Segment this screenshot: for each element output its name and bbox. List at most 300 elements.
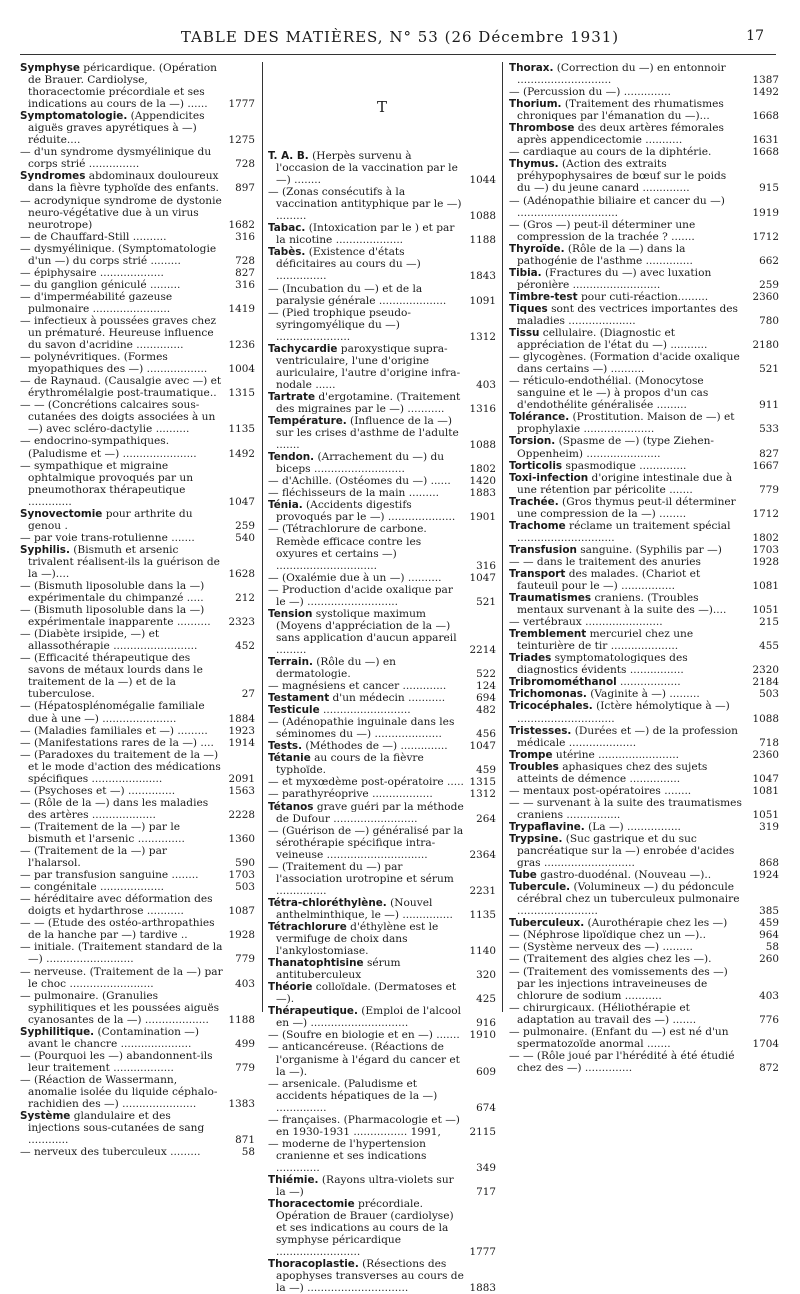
- entry-page-number: 2323: [228, 616, 255, 629]
- entry-page-number: 58: [765, 941, 779, 954]
- entry-term: Triades: [509, 652, 552, 665]
- entry-page-number: 1051: [752, 604, 779, 617]
- index-entry: [509, 616, 779, 628]
- index-entry: [509, 953, 779, 965]
- entry-page-number: 58: [241, 1146, 255, 1159]
- entry-page-number: 1316: [469, 402, 496, 415]
- entry-text: (Gros thymus peut-il déterminer une compression de la —) ........: [517, 495, 736, 520]
- entry-text: (Accidents digestifs provoqués par le —) ....................: [276, 499, 456, 524]
- index-entry: [509, 86, 779, 98]
- entry-text: — (Réaction de Wassermann, anomalie isolée du liquide céphalo-rachidien des —) ......................: [20, 1073, 218, 1111]
- entry-page-number: 533: [759, 423, 779, 436]
- index-entry: [268, 716, 496, 740]
- entry-term: Tribromométhanol: [509, 676, 617, 689]
- entry-page-number: 1492: [752, 86, 779, 99]
- entry-text: — (Pourquoi les —) abandonnent-ils leur traitement ..................: [20, 1049, 213, 1074]
- entry-text: glandulaire et des injections sous-cutanées de sang ............: [28, 1110, 205, 1147]
- index-entry: [268, 283, 496, 307]
- entry-page-number: 897: [235, 182, 255, 195]
- entry-text: (Action des extraits préhypophysaires de bœuf sur le poids du —) du jeune canard ..............: [517, 158, 727, 195]
- entry-term: Trichomonas.: [509, 688, 587, 701]
- entry-text: sont des vectrices importantes des maladies ....................: [517, 302, 738, 327]
- entry-page-number: 1236: [228, 339, 255, 352]
- entry-term: Testament: [268, 692, 330, 705]
- index-entry: [509, 833, 779, 869]
- entry-text: (Volumineux —) du pédoncule cérébral chez un tuberculeux pulmonaire ........................: [517, 881, 740, 918]
- entry-text: (Spasme de —) (type Ziehen-Oppenheim) ......................: [517, 435, 714, 460]
- index-entry: [268, 897, 496, 921]
- index-entry: [509, 929, 779, 941]
- entry-text: — — dans le traitement des anuries: [509, 555, 701, 568]
- index-entry: [20, 580, 255, 604]
- entry-text: (Rôle de la —) dans la pathogénie de l'asthme ..............: [517, 242, 693, 267]
- entry-page-number: 2184: [752, 676, 779, 689]
- entry-text: réclame un traitement spécial .............................: [517, 519, 731, 544]
- index-entry: [509, 411, 779, 435]
- entry-page-number: 452: [235, 640, 255, 653]
- index-entry: [509, 917, 779, 929]
- entry-page-number: 674: [476, 1101, 496, 1114]
- index-entry: [268, 656, 496, 680]
- entry-page-number: 212: [235, 592, 255, 605]
- entry-term: Syndromes: [20, 170, 86, 183]
- entry-page-number: 1668: [752, 110, 779, 123]
- entry-page-number: 871: [235, 1134, 255, 1147]
- entry-text: — (Rôle de la —) dans les maladies des artères ...................: [20, 796, 209, 821]
- entry-term: Toxi-infection: [509, 471, 589, 484]
- entry-page-number: 124: [476, 680, 496, 693]
- entry-page-number: 540: [235, 531, 255, 544]
- entry-page-number: 1703: [752, 543, 779, 556]
- index-entry: [268, 186, 496, 222]
- entry-text: paroxystique supra-ventriculaire, l'une d'origine auriculaire, l'autre d'origine infra-nodale ......: [276, 342, 461, 391]
- entry-page-number: 522: [476, 668, 496, 681]
- index-entry: [268, 752, 496, 776]
- entry-page-number: 1704: [752, 1037, 779, 1050]
- index-entry: [268, 475, 496, 487]
- entry-term: Ténia.: [268, 499, 303, 512]
- entry-page-number: 1140: [469, 945, 496, 958]
- index-entry: [509, 219, 779, 243]
- entry-page-number: 1923: [228, 724, 255, 737]
- index-entry: [20, 146, 255, 170]
- index-entry: [20, 1110, 255, 1146]
- index-entry: [268, 921, 496, 957]
- entry-term: Tétanie: [268, 752, 311, 765]
- entry-term: Tendon.: [268, 451, 315, 464]
- entry-text: — héréditaire avec déformation des doigts et hydarthrose ...........: [20, 893, 213, 918]
- entry-page-number: 1188: [228, 1013, 255, 1026]
- index-entry: [20, 110, 255, 146]
- entry-term: Torticolis: [509, 459, 563, 472]
- entry-page-number: 718: [759, 736, 779, 749]
- entry-term: Tachycardie: [268, 342, 338, 355]
- entry-text: (Bismuth et arsenic trivalent réalisent-ils la guérison de la —)....: [28, 543, 220, 580]
- entry-term: Transfusion: [509, 543, 577, 556]
- entry-term: Tristesses.: [509, 724, 572, 737]
- index-entry: [268, 776, 496, 788]
- index-entry: [20, 700, 255, 724]
- index-entry: [268, 825, 496, 861]
- index-entry: [509, 797, 779, 821]
- entry-page-number: 1928: [228, 929, 255, 942]
- index-entry: [268, 1258, 496, 1294]
- entry-text: (Durées et —) de la profession médicale ....................: [517, 724, 738, 749]
- index-entry: [509, 351, 779, 375]
- entry-page-number: 1667: [752, 459, 779, 472]
- entry-page-number: 1044: [469, 174, 496, 187]
- entry-term: Trypsine.: [509, 833, 563, 845]
- index-entry: [268, 1114, 496, 1138]
- index-entry: [509, 725, 779, 749]
- entry-term: Tabès.: [268, 246, 306, 259]
- entry-page-number: 1312: [469, 330, 496, 343]
- entry-page-number: 1901: [469, 511, 496, 524]
- index-entry: [268, 1198, 496, 1258]
- entry-text: — (Adénopathie inguinale dans les séminomes du —) ....................: [268, 716, 455, 741]
- entry-text: d'éthylène est le vermifuge de choix dans l'ankylostomiase.: [276, 921, 439, 958]
- entry-page-number: 717: [476, 1186, 496, 1199]
- entry-page-number: 2364: [469, 848, 496, 861]
- entry-page-number: 259: [759, 278, 779, 291]
- index-entry: [20, 737, 255, 749]
- entry-term: Thorax.: [509, 62, 554, 74]
- entry-text: — magnésiens et cancer .............: [268, 680, 447, 693]
- entry-text: — cardiaque au cours de la diphtérie.: [509, 146, 712, 159]
- index-entry: [20, 917, 255, 941]
- entry-text: — (Diabète irsipide, —) et allassothérapie .........................: [20, 628, 198, 653]
- entry-term: Thyroïde.: [509, 242, 565, 255]
- entry-text: symptomatologiques des diagnostics évidents ................: [517, 652, 688, 677]
- entry-term: Traumatismes: [509, 592, 592, 605]
- entry-term: Symptomatologie.: [20, 110, 128, 123]
- entry-page-number: 1802: [752, 531, 779, 544]
- entry-page-number: 1091: [469, 294, 496, 307]
- entry-page-number: 503: [235, 881, 255, 894]
- index-entry: [509, 146, 779, 158]
- index-entry: [20, 508, 255, 532]
- entry-text: — par voie trans-rotulienne .......: [20, 531, 195, 544]
- entry-page-number: 1883: [469, 487, 496, 500]
- entry-page-number: 1777: [228, 98, 255, 111]
- entry-text: — (Zonas consécutifs à la vaccination antityphique par le —) .........: [268, 186, 462, 223]
- index-entry: [20, 990, 255, 1026]
- entry-text: — (Hépatosplénomégalie familiale due à une —) ......................: [20, 700, 205, 725]
- entry-text: précordiale. Opération de Brauer (cardiolyse) et ses indications au cours de la symphyse péricardique .........................: [276, 1198, 454, 1259]
- index-entry: [268, 1078, 496, 1114]
- entry-term: Symphyse: [20, 62, 80, 74]
- entry-text: — (Maladies familiales et —) .........: [20, 724, 208, 737]
- index-entry: [20, 1074, 255, 1110]
- entry-term: Tabac.: [268, 222, 306, 235]
- entry-page-number: 521: [476, 595, 496, 608]
- entry-text: mercuriel chez une teinturière de tir ....................: [517, 628, 694, 653]
- entry-term: Tension: [268, 607, 313, 620]
- entry-page-number: 916: [476, 1017, 496, 1030]
- entry-term: Tétra-chloréthylène.: [268, 896, 387, 909]
- entry-text: (Ictère hémolytique à —) .............................: [517, 700, 730, 725]
- entry-page-number: 425: [476, 993, 496, 1006]
- entry-page-number: 1492: [228, 447, 255, 460]
- index-entry: [20, 399, 255, 435]
- entry-page-number: 1928: [752, 555, 779, 568]
- entry-page-number: 590: [235, 857, 255, 870]
- index-entry: [509, 496, 779, 520]
- entry-text: — endocrino-sympathiques. (Paludisme et —) ......................: [20, 435, 197, 460]
- entry-text: craniens. (Troubles mentaux survenant à la suite des —)....: [517, 592, 727, 617]
- index-entry: [268, 1029, 496, 1041]
- entry-page-number: 316: [476, 559, 496, 572]
- entry-text: d'un médecin ...........: [329, 692, 446, 705]
- index-entry: [509, 472, 779, 496]
- index-entry: [20, 881, 255, 893]
- entry-page-number: 868: [759, 857, 779, 870]
- entry-page-number: 1087: [228, 905, 255, 918]
- entry-text: des malades. (Chariot et fauteuil pour le —) ................: [517, 567, 701, 593]
- index-entry: [268, 307, 496, 343]
- index-entry: [20, 267, 255, 279]
- entry-text: abdominaux douloureux dans la fièvre typhoïde des enfants.: [28, 170, 219, 195]
- entry-text: (La —) ................: [584, 820, 681, 833]
- entry-text: grave guéri par la méthode de Dufour .........................: [276, 800, 464, 825]
- index-entry: [509, 556, 779, 568]
- entry-page-number: 403: [759, 989, 779, 1002]
- entry-text: — d'Achille. (Ostéomes du —) ......: [268, 475, 451, 488]
- entry-page-number: 264: [476, 812, 496, 825]
- entry-page-number: 1047: [228, 495, 255, 508]
- index-entry: [20, 291, 255, 315]
- entry-text: — arsenicale. (Paludisme et accidents hépatiques de la —) ...............: [268, 1077, 438, 1114]
- entry-page-number: 1360: [228, 833, 255, 845]
- index-entry: [268, 415, 496, 451]
- entry-text: ..................: [616, 676, 681, 689]
- index-entry: [509, 652, 779, 676]
- index-entry: [509, 1002, 779, 1026]
- entry-term: Syphilis.: [20, 543, 70, 556]
- entry-text: — — (Concrétions calcaires sous-cutanées des doigts associées à un —) avec scléro-dactylie ..........: [20, 399, 216, 436]
- entry-text: aphasiques chez des sujets atteints de démence ...............: [517, 760, 708, 785]
- index-entry: [268, 957, 496, 981]
- index-entry: [509, 1050, 779, 1074]
- entry-text: — françaises. (Pharmacologie et —) en 1930-1931 ................ 1991,: [268, 1113, 460, 1138]
- entry-page-number: 2231: [469, 884, 496, 897]
- index-entry: [268, 1138, 496, 1174]
- entry-page-number: 403: [476, 378, 496, 391]
- entry-page-number: 455: [759, 640, 779, 653]
- entry-page-number: 1081: [752, 580, 779, 593]
- entry-text: — du ganglion géniculé .........: [20, 278, 181, 291]
- entry-page-number: 1712: [752, 230, 779, 243]
- index-entry: [20, 243, 255, 267]
- entry-text: (Emploi de l'alcool en —) .............................: [276, 1005, 462, 1030]
- entry-text: — (Psychoses et —) ..............: [20, 784, 176, 797]
- entry-term: Tibia.: [509, 266, 542, 279]
- index-entry: [20, 1026, 255, 1050]
- index-entry: [268, 451, 496, 475]
- entry-page-number: 2115: [469, 1125, 496, 1138]
- entry-page-number: 1047: [469, 571, 496, 584]
- entry-text: pour cuti-réaction.........: [577, 290, 709, 303]
- index-entry: [509, 195, 779, 219]
- index-entry: [268, 981, 496, 1005]
- entry-page-number: 482: [476, 704, 496, 717]
- entry-text: — (Néphrose lipoïdique chez un —)..: [509, 929, 706, 942]
- entry-page-number: 1628: [228, 567, 255, 580]
- entry-text: (Herpès survenu à l'occasion de la vaccination par le —) ........: [276, 150, 458, 187]
- section-letter: T: [376, 98, 387, 116]
- entry-text: spasmodique ..............: [562, 459, 687, 472]
- index-entry: [20, 725, 255, 737]
- entry-page-number: 403: [235, 977, 255, 990]
- entry-term: Trypaflavine.: [509, 820, 585, 833]
- entry-term: Terrain.: [268, 655, 313, 668]
- index-entry: [509, 158, 779, 194]
- page-number: 17: [746, 28, 764, 44]
- entry-page-number: 1383: [228, 1098, 255, 1111]
- entry-page-number: 1088: [469, 210, 496, 223]
- entry-page-number: 349: [476, 1161, 496, 1174]
- entry-text: — et myxœdème post-opératoire .....: [268, 776, 464, 789]
- index-entry: [268, 487, 496, 499]
- entry-text: colloïdale. (Dermatoses et —).: [276, 981, 457, 1006]
- entry-page-number: 1315: [469, 776, 496, 789]
- entry-page-number: 1315: [228, 387, 255, 400]
- entry-text: — de Chauffard-Still ..........: [20, 230, 167, 243]
- entry-text: — (Paradoxes du traitement de la —) et le mode d'action des médications spécifiques .....................: [20, 748, 221, 785]
- entry-text: — glycogènes. (Formation d'acide oxalique dans certains —) ..........: [509, 351, 740, 376]
- entry-term: Transport: [509, 567, 566, 580]
- entry-term: Trachée.: [509, 495, 559, 508]
- entry-text: — chirurgicaux. (Héliothérapie et adaptation au travail des —) .......: [509, 1001, 697, 1026]
- entry-page-number: 503: [759, 688, 779, 701]
- entry-text: — (Adénopathie biliaire et cancer du —) ..............................: [509, 194, 725, 219]
- index-entry: [268, 150, 496, 186]
- index-column-left: [20, 62, 255, 1158]
- entry-page-number: 1051: [752, 808, 779, 821]
- entry-term: Troubles: [509, 760, 559, 773]
- entry-text: — (Bismuth liposoluble dans la —) expérimentale inapparente ..........: [20, 604, 211, 629]
- entry-page-number: 779: [759, 483, 779, 496]
- entry-text: — sympathique et migraine ophtalmique provoqués par un pneumothorax thérapeutique .............: [20, 459, 194, 508]
- index-entry: [509, 243, 779, 267]
- running-title: TABLE DES MATIÈRES, N° 53 (26 Décembre 1931): [180, 28, 620, 46]
- index-entry: [509, 628, 779, 652]
- entry-term: Tests.: [268, 740, 303, 753]
- index-entry: [20, 460, 255, 508]
- index-entry: [20, 797, 255, 821]
- index-entry: [20, 435, 255, 459]
- entry-text: (Appendicites aiguës graves apyrétiques à —) réduite....: [28, 110, 205, 147]
- entry-term: Tiques: [509, 302, 548, 315]
- index-entry: [268, 499, 496, 523]
- entry-text: — parathyréoprive ..................: [268, 788, 433, 801]
- entry-page-number: 320: [476, 969, 496, 982]
- entry-page-number: 1004: [228, 363, 255, 376]
- entry-text: (Influence de la —) sur les crises d'asthme de l'adulte .......: [276, 415, 459, 452]
- entry-page-number: 1563: [228, 784, 255, 797]
- page-header: [20, 28, 780, 52]
- entry-page-number: 1088: [752, 712, 779, 725]
- index-entry: [20, 869, 255, 881]
- entry-term: Tétrachlorure: [268, 921, 347, 933]
- entry-text: péricardique. (Opération de Brauer. Cardiolyse, thoracectomie précordiale et ses indications au cours de la —) ......: [28, 62, 217, 111]
- entry-term: Tremblement: [509, 628, 587, 641]
- entry-text: sérum antituberculeux: [276, 957, 401, 982]
- index-entry: [268, 861, 496, 897]
- entry-page-number: 459: [476, 764, 496, 777]
- entry-text: — acrodynique syndrome de dystonie neuro-végétative due à un virus neurotrope): [20, 194, 222, 231]
- entry-text: (Méthodes de —) ..............: [302, 740, 448, 753]
- index-entry: [20, 195, 255, 231]
- entry-term: Théorie: [268, 981, 313, 994]
- entry-text: — — (Rôle joué par l'hérédité à été étudié chez des —) ..............: [509, 1049, 735, 1074]
- entry-page-number: 1884: [228, 712, 255, 725]
- entry-page-number: 1843: [469, 270, 496, 283]
- entry-text: (Rayons ultra-violets sur la —): [276, 1173, 454, 1199]
- entry-page-number: 964: [759, 929, 779, 942]
- index-entry: [20, 821, 255, 845]
- entry-text: — (Tétrachlorure de carbone. Remède efficace contre les oxyures et certains —) ..............................: [268, 523, 427, 572]
- index-entry: [268, 572, 496, 584]
- entry-text: (Vaginite à —) .........: [586, 688, 700, 701]
- index-entry: [268, 740, 496, 752]
- index-entry: [509, 435, 779, 459]
- entry-term: Syphilitique.: [20, 1025, 95, 1038]
- entry-page-number: 260: [759, 953, 779, 966]
- entry-term: Système: [20, 1110, 71, 1123]
- entry-page-number: 1712: [752, 507, 779, 520]
- index-entry: [268, 692, 496, 704]
- entry-text: ..........................: [319, 704, 411, 717]
- entry-text: (Arrachement du —) du biceps ...........................: [276, 451, 445, 476]
- entry-text: — fléchisseurs de la main .........: [268, 487, 440, 500]
- index-entry: [509, 122, 779, 146]
- index-entry: [20, 652, 255, 700]
- entry-term: Tuberculeux.: [509, 917, 585, 930]
- entry-text: — par transfusion sanguine ........: [20, 869, 199, 882]
- entry-text: (Correction du —) en entonnoir ............................: [517, 62, 726, 87]
- entry-page-number: 1188: [469, 234, 496, 247]
- index-entry: [509, 291, 779, 303]
- index-column-middle: [268, 62, 496, 1294]
- entry-page-number: 1802: [469, 463, 496, 476]
- entry-page-number: 776: [759, 1013, 779, 1026]
- index-entry: [268, 246, 496, 282]
- index-entry: [20, 532, 255, 544]
- entry-text: — (Guérison de —) généralisé par la sérothérapie spécifique intra-veineuse ..............................: [268, 824, 464, 861]
- entry-term: Température.: [268, 415, 347, 428]
- index-entry: [20, 785, 255, 797]
- index-entry: [20, 893, 255, 917]
- entry-text: — pulmonaire. (Granulies syphilitiques et les poussées aiguës cyanosantes de la —) ...................: [20, 989, 220, 1026]
- entry-text: (Nouvel anthelminthique, le —) ...............: [276, 896, 453, 921]
- entry-text: — nerveuse. (Traitement de la —) par le choc .........................: [20, 965, 223, 990]
- entry-text: — (Percussion du —) ..............: [509, 86, 671, 99]
- entry-page-number: 1135: [228, 423, 255, 436]
- entry-text: (Intoxication par le ) et par la nicotine ....................: [276, 222, 455, 247]
- entry-page-number: 259: [235, 519, 255, 532]
- entry-page-number: 872: [759, 1061, 779, 1074]
- entry-term: Thiémie.: [268, 1173, 319, 1186]
- index-entry: [20, 351, 255, 375]
- entry-text: — — survenant à la suite des traumatismes craniens ................: [509, 796, 742, 821]
- entry-page-number: 1924: [752, 869, 779, 882]
- entry-text: — (Traitement des algies chez les —).: [509, 953, 712, 966]
- column-divider: [262, 62, 263, 1012]
- entry-term: Tétanos: [268, 800, 314, 813]
- entry-page-number: 1668: [752, 146, 779, 159]
- entry-text: — épiphysaire ...................: [20, 266, 164, 279]
